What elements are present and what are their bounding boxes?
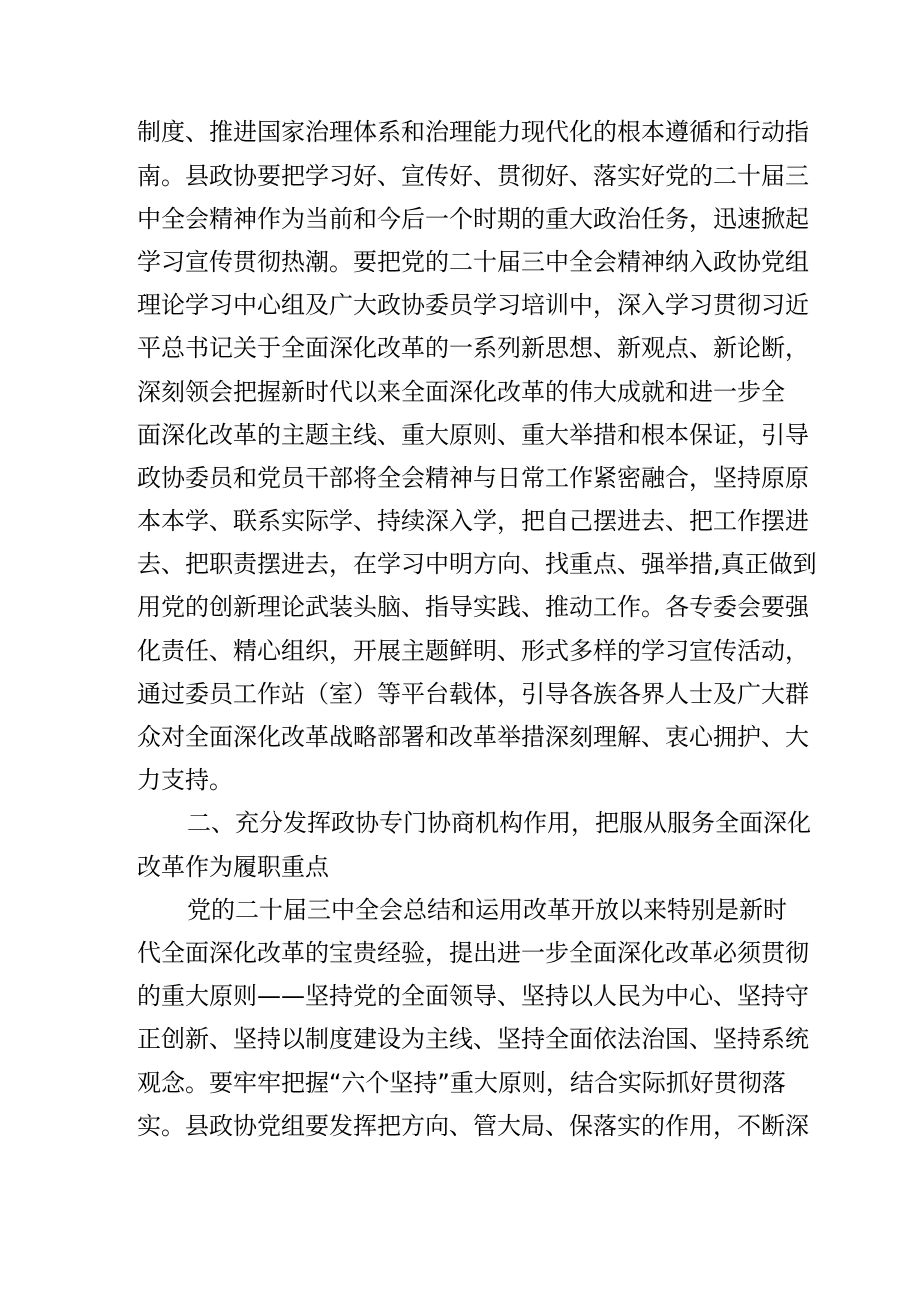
body-text [137, 111, 817, 1148]
text-line: 制度、推进国家治理体系和治理能力现代化的根本遵循和行动指 [137, 118, 809, 147]
text-line: 本本学、联系实际学、持续深入学，把自己摆进去、把工作摆进 [137, 507, 809, 536]
text-line: 的重大原则——坚持党的全面领导、坚持以人民为中心、坚持守 [137, 982, 809, 1011]
text-line: 化责任、精心组织，开展主题鲜明、形式多样的学习宣传活动， [137, 636, 809, 665]
text-line: 实。县政协党组要发挥把方向、管大局、保落实的作用，不断深 [137, 1111, 809, 1140]
text-line: 通过委员工作站（室）等平台载体，引导各族各界人士及广大群 [137, 679, 809, 708]
text-line: 用党的创新理论武装头脑、指导实践、推动工作。各专委会要强 [137, 593, 809, 622]
text-line: 代全面深化改革的宝贵经验，提出进一步全面深化改革必须贯彻 [137, 938, 809, 967]
section-heading-end-line: 改革作为履职重点 [137, 852, 329, 881]
text-line: 南。县政协要把学习好、宣传好、贯彻好、落实好党的二十届三 [137, 161, 809, 190]
text-line: 面深化改革的主题主线、重大原则、重大举措和根本保证，引导 [137, 420, 809, 449]
text-line: 理论学习中心组及广大政协委员学习培训中，深入学习贯彻习近 [137, 291, 809, 320]
text-line: 去、把职责摆进去，在学习中明方向、找重点、强举措,真正做到 [137, 550, 817, 579]
text-line: 观念。要牢牢把握“六个坚持”重大原则，结合实际抓好贯彻落 [137, 1068, 786, 1097]
section-heading-line: 二、充分发挥政协专门协商机构作用，把服从服务全面深化 [187, 809, 811, 838]
paragraph-end-line: 力支持。 [137, 766, 233, 795]
paragraph-first-line: 党的二十届三中全会总结和运用改革开放以来特别是新时 [187, 895, 787, 924]
text-line: 平总书记关于全面深化改革的一系列新思想、新观点、新论断， [137, 334, 809, 363]
text-line: 正创新、坚持以制度建设为主线、坚持全面依法治国、坚持系统 [137, 1025, 809, 1054]
text-line: 中全会精神作为当前和今后一个时期的重大政治任务，迅速掀起 [137, 204, 809, 233]
text-line: 众对全面深化改革战略部署和改革举措深刻理解、衷心拥护、大 [137, 723, 809, 752]
text-line: 学习宣传贯彻热潮。要把党的二十届三中全会精神纳入政协党组 [137, 247, 809, 276]
text-line: 政协委员和党员干部将全会精神与日常工作紧密融合，坚持原原 [137, 463, 809, 492]
text-line: 深刻领会把握新时代以来全面深化改革的伟大成就和进一步全 [137, 377, 785, 406]
